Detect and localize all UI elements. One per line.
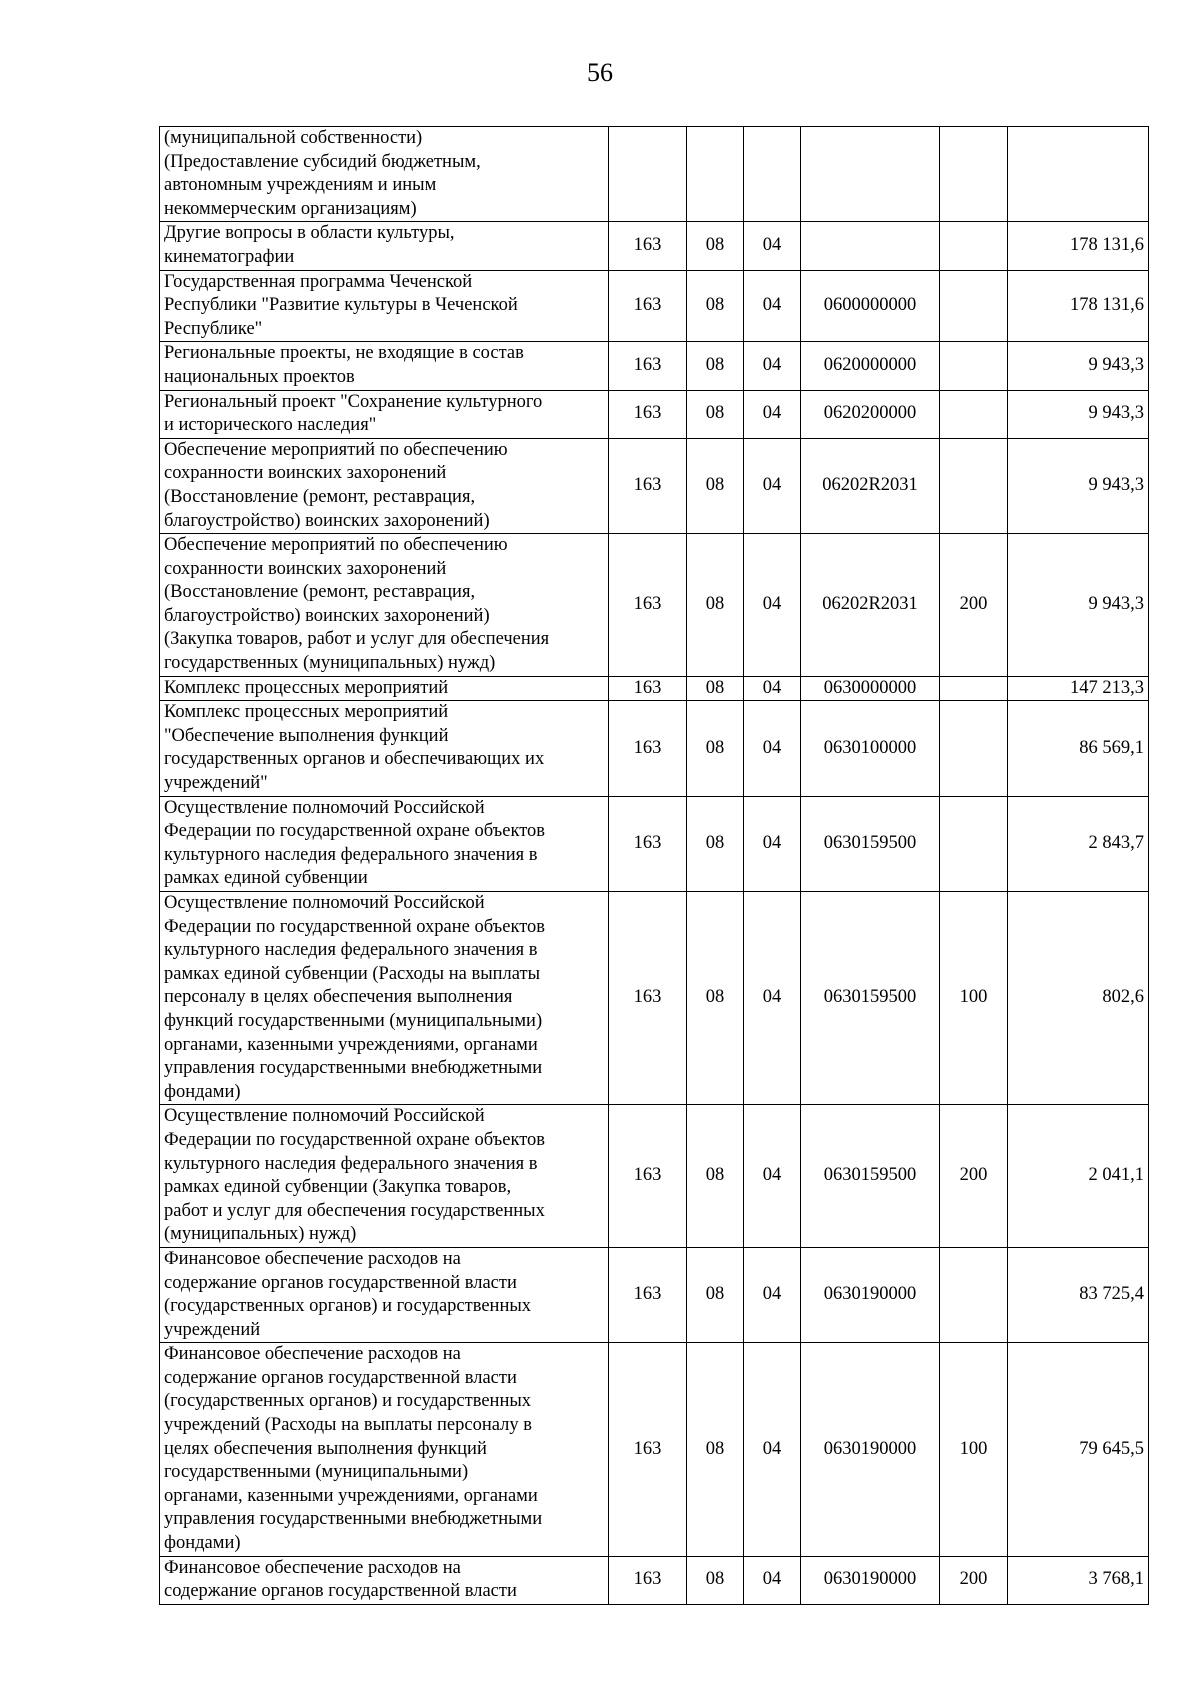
row-gr-cell: 163 xyxy=(609,1247,687,1342)
row-vr-cell: 100 xyxy=(940,1343,1008,1556)
row-rz-cell: 08 xyxy=(687,534,744,677)
row-pr-cell: 04 xyxy=(744,270,801,342)
row-vr-cell: 200 xyxy=(940,1105,1008,1248)
table-row xyxy=(160,1556,1149,1604)
row-gr-cell: 163 xyxy=(609,676,687,701)
row-sum-cell: 83 725,4 xyxy=(1008,1247,1149,1342)
row-vr-cell: 200 xyxy=(940,1556,1008,1604)
row-name-cell: Комплекс процессных мероприятий "Обеспечение выполнения функций государственных органов и обеспечивающих их учреждений" xyxy=(160,701,609,796)
row-sum-cell: 9 943,3 xyxy=(1008,534,1149,677)
row-cs-cell: 0630159500 xyxy=(801,892,940,1105)
row-name-cell: Осуществление полномочий Российской Федерации по государственной охране объектов культурного наследия федерального значения в рамках единой субвенции (Закупка товаров, работ и услуг для обеспечения государственных (муниципальных) нужд) xyxy=(160,1105,609,1248)
row-pr-cell: 04 xyxy=(744,892,801,1105)
row-name-cell: Осуществление полномочий Российской Федерации по государственной охране объектов культурного наследия федерального значения в рамках единой субвенции (Расходы на выплаты персоналу в целях обеспечения выполнения функций государственными (муниципальными) органами, казенными учреждениями, органами управления государственными внебюджетными фондами) xyxy=(160,892,609,1105)
row-vr-cell: 200 xyxy=(940,534,1008,677)
row-pr-cell: 04 xyxy=(744,1247,801,1342)
row-name-cell: Государственная программа Чеченской Республики "Развитие культуры в Чеченской Республике" xyxy=(160,270,609,342)
row-pr-cell: 04 xyxy=(744,701,801,796)
row-name-cell: Осуществление полномочий Российской Федерации по государственной охране объектов культурного наследия федерального значения в рамках единой субвенции xyxy=(160,796,609,891)
row-name-cell: Обеспечение мероприятий по обеспечению сохранности воинских захоронений (Восстановление (ремонт, реставрация, благоустройство) воинских захоронений) xyxy=(160,438,609,533)
row-rz-cell: 08 xyxy=(687,438,744,533)
table-row xyxy=(160,796,1149,891)
row-sum-cell: 3 768,1 xyxy=(1008,1556,1149,1604)
row-name-cell: Региональные проекты, не входящие в состав национальных проектов xyxy=(160,342,609,390)
row-pr-cell: 04 xyxy=(744,676,801,701)
row-cs-cell: 0630190000 xyxy=(801,1247,940,1342)
row-cs-cell: 0620000000 xyxy=(801,342,940,390)
row-sum-cell: 802,6 xyxy=(1008,892,1149,1105)
row-vr-cell xyxy=(940,127,1008,222)
row-cs-cell: 06202R2031 xyxy=(801,438,940,533)
table-row xyxy=(160,892,1149,1105)
table-row xyxy=(160,342,1149,390)
row-name-cell: Региональный проект "Сохранение культурного и исторического наследия" xyxy=(160,390,609,438)
row-name-cell: Финансовое обеспечение расходов на содержание органов государственной власти xyxy=(160,1556,609,1604)
row-pr-cell: 04 xyxy=(744,534,801,677)
row-rz-cell: 08 xyxy=(687,796,744,891)
row-vr-cell xyxy=(940,438,1008,533)
row-sum-cell: 9 943,3 xyxy=(1008,342,1149,390)
row-sum-cell: 2 843,7 xyxy=(1008,796,1149,891)
row-name-cell: Обеспечение мероприятий по обеспечению сохранности воинских захоронений (Восстановление (ремонт, реставрация, благоустройство) воинских захоронений) (Закупка товаров, работ и услуг для обеспечения государственных (муниципальных) нужд) xyxy=(160,534,609,677)
table-row xyxy=(160,270,1149,342)
row-name-cell: Финансовое обеспечение расходов на содержание органов государственной власти (государственных органов) и государственных учреждений xyxy=(160,1247,609,1342)
row-gr-cell: 163 xyxy=(609,534,687,677)
row-pr-cell: 04 xyxy=(744,342,801,390)
row-cs-cell: 06202R2031 xyxy=(801,534,940,677)
row-vr-cell xyxy=(940,222,1008,270)
row-sum-cell: 86 569,1 xyxy=(1008,701,1149,796)
row-rz-cell: 08 xyxy=(687,270,744,342)
row-sum-cell: 2 041,1 xyxy=(1008,1105,1149,1248)
row-vr-cell xyxy=(940,1247,1008,1342)
table-row xyxy=(160,438,1149,533)
row-gr-cell: 163 xyxy=(609,1556,687,1604)
row-rz-cell: 08 xyxy=(687,222,744,270)
row-cs-cell: 0630190000 xyxy=(801,1343,940,1556)
row-rz-cell: 08 xyxy=(687,701,744,796)
row-vr-cell xyxy=(940,796,1008,891)
row-gr-cell xyxy=(609,127,687,222)
table-row xyxy=(160,1247,1149,1342)
row-cs-cell xyxy=(801,127,940,222)
row-pr-cell: 04 xyxy=(744,1343,801,1556)
page-number: 56 xyxy=(587,58,613,87)
row-sum-cell: 79 645,5 xyxy=(1008,1343,1149,1556)
row-pr-cell: 04 xyxy=(744,1105,801,1248)
row-cs-cell: 0630100000 xyxy=(801,701,940,796)
row-vr-cell xyxy=(940,676,1008,701)
row-gr-cell: 163 xyxy=(609,1343,687,1556)
row-name-cell: Финансовое обеспечение расходов на содержание органов государственной власти (государственных органов) и государственных учреждений (Расходы на выплаты персоналу в целях обеспечения выполнения функций государственными (муниципальными) органами, казенными учреждениями, органами управления государственными внебюджетными фондами) xyxy=(160,1343,609,1556)
row-sum-cell xyxy=(1008,127,1149,222)
row-rz-cell: 08 xyxy=(687,892,744,1105)
row-name-cell: Комплекс процессных мероприятий xyxy=(160,676,609,701)
row-name-cell: (муниципальной собственности) (Предоставление субсидий бюджетным, автономным учреждениям и иным некоммерческим организациям) xyxy=(160,127,609,222)
row-cs-cell: 0600000000 xyxy=(801,270,940,342)
row-cs-cell: 0630000000 xyxy=(801,676,940,701)
row-sum-cell: 178 131,6 xyxy=(1008,270,1149,342)
row-cs-cell: 0630159500 xyxy=(801,796,940,891)
row-pr-cell xyxy=(744,127,801,222)
row-vr-cell xyxy=(940,342,1008,390)
row-pr-cell: 04 xyxy=(744,390,801,438)
row-pr-cell: 04 xyxy=(744,438,801,533)
row-gr-cell: 163 xyxy=(609,1105,687,1248)
row-sum-cell: 9 943,3 xyxy=(1008,438,1149,533)
row-gr-cell: 163 xyxy=(609,342,687,390)
table-row xyxy=(160,676,1149,701)
row-rz-cell: 08 xyxy=(687,676,744,701)
table-row xyxy=(160,222,1149,270)
row-cs-cell xyxy=(801,222,940,270)
row-sum-cell: 9 943,3 xyxy=(1008,390,1149,438)
row-gr-cell: 163 xyxy=(609,796,687,891)
row-rz-cell: 08 xyxy=(687,1247,744,1342)
row-sum-cell: 178 131,6 xyxy=(1008,222,1149,270)
row-gr-cell: 163 xyxy=(609,892,687,1105)
table-row xyxy=(160,534,1149,677)
budget-table-body xyxy=(160,127,1149,1605)
row-pr-cell: 04 xyxy=(744,1556,801,1604)
table-row xyxy=(160,1105,1149,1248)
row-gr-cell: 163 xyxy=(609,222,687,270)
table-row xyxy=(160,127,1149,222)
row-vr-cell: 100 xyxy=(940,892,1008,1105)
row-rz-cell xyxy=(687,127,744,222)
row-name-cell: Другие вопросы в области культуры, кинематографии xyxy=(160,222,609,270)
row-rz-cell: 08 xyxy=(687,1343,744,1556)
row-vr-cell xyxy=(940,270,1008,342)
budget-table xyxy=(159,126,1149,1605)
row-cs-cell: 0630190000 xyxy=(801,1556,940,1604)
row-gr-cell: 163 xyxy=(609,438,687,533)
table-row xyxy=(160,1343,1149,1556)
row-rz-cell: 08 xyxy=(687,342,744,390)
table-row xyxy=(160,701,1149,796)
table-row xyxy=(160,390,1149,438)
row-cs-cell: 0630159500 xyxy=(801,1105,940,1248)
row-rz-cell: 08 xyxy=(687,390,744,438)
row-vr-cell xyxy=(940,390,1008,438)
row-sum-cell: 147 213,3 xyxy=(1008,676,1149,701)
row-pr-cell: 04 xyxy=(744,222,801,270)
row-gr-cell: 163 xyxy=(609,701,687,796)
row-vr-cell xyxy=(940,701,1008,796)
row-pr-cell: 04 xyxy=(744,796,801,891)
row-gr-cell: 163 xyxy=(609,390,687,438)
row-rz-cell: 08 xyxy=(687,1105,744,1248)
row-rz-cell: 08 xyxy=(687,1556,744,1604)
row-gr-cell: 163 xyxy=(609,270,687,342)
row-cs-cell: 0620200000 xyxy=(801,390,940,438)
